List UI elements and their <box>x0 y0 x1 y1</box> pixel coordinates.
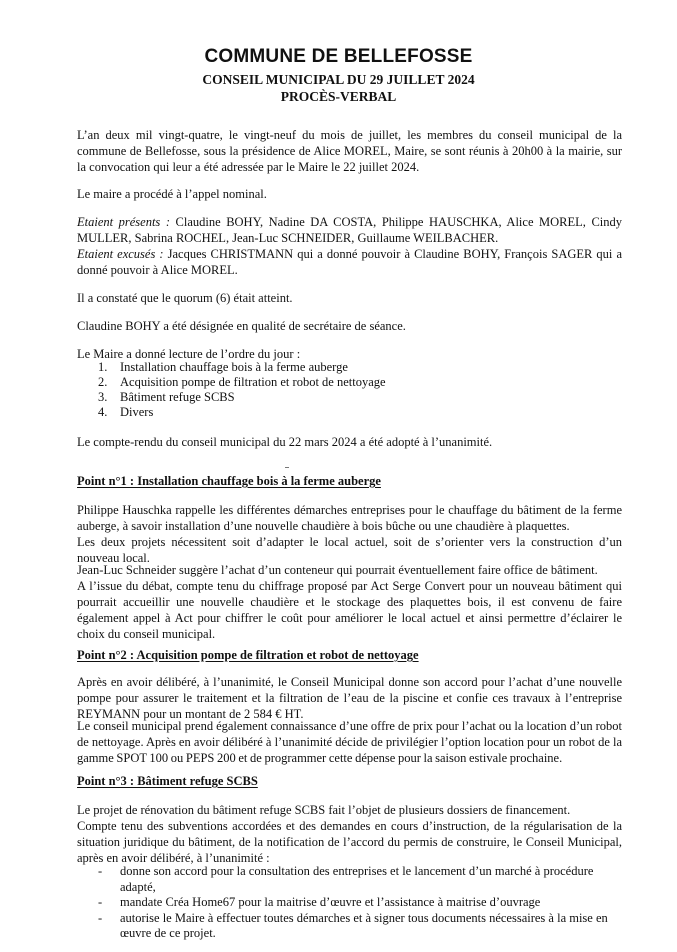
point3-heading: Point n°3 : Bâtiment refuge SCBS <box>77 774 258 788</box>
point2-paragraph-2: Le conseil municipal prend également connaissance d’une offre de prix pour l’achat ou la location d’un robot de nettoyage. Après en avoir délibéré à l’unanimité décide de privilégier l’option location pour un robot de la gamme SPOT 100 ou PEPS 200 et de programmer cette dépense pour la saison estivale prochaine. <box>77 719 622 765</box>
dash-marker: - <box>98 864 103 878</box>
excused-members <box>77 246 622 278</box>
doc-type-title: PROCÈS-VERBAL <box>280 89 397 104</box>
agenda-number: 1. <box>98 360 108 374</box>
point1-paragraph-2: Les deux projets nécessitent soit d’adapter le local actuel, soit de s’orienter vers la construction d’un nouveau local. <box>77 535 622 565</box>
present-label: Etaient présents : <box>77 215 170 229</box>
decision-text: donne son accord pour la consultation des entreprises et le lancement d’un marché à procédure adapté, <box>120 864 594 894</box>
agenda-text: Divers <box>120 405 154 419</box>
decision-text: autorise le Maire à effectuer toutes démarches et à signer tous documents nécessaires à la mise en œuvre de ce projet. <box>120 910 608 940</box>
present-names: Claudine BOHY, Nadine DA COSTA, Philippe HAUSCHKA, Alice MOREL, Cindy MULLER, Sabrina ROCHEL, Jean-Luc SCHNEIDER, Guillaume WEILBACHER. <box>77 215 622 245</box>
dash-marker: - <box>98 895 103 909</box>
agenda-item <box>98 390 386 405</box>
decision-item <box>98 864 622 895</box>
decision-text: mandate Créa Home67 pour la maitrise d’œuvre et l’assistance à maitrise d’ouvrage <box>120 895 541 909</box>
agenda-intro: Le Maire a donné lecture de l’ordre du jour : <box>77 347 301 361</box>
dash-marker: - <box>98 910 103 925</box>
point3-paragraph-2: Compte tenu des subventions accordées et des demandes en cours d’instruction, de la régularisation de la situation juridique du bâtiment, de la notification de l’accord du permis de construire, le Conseil Municipal, après en avoir délibéré, à l’unanimité : <box>77 819 622 865</box>
present-members <box>77 214 622 246</box>
session-title: CONSEIL MUNICIPAL DU 29 JUILLET 2024 <box>202 72 475 87</box>
agenda-number: 4. <box>98 405 108 419</box>
agenda-text: Bâtiment refuge SCBS <box>120 390 235 404</box>
agenda-item <box>98 375 386 390</box>
point2-heading: Point n°2 : Acquisition pompe de filtration et robot de nettoyage <box>77 648 419 662</box>
agenda-number: 3. <box>98 390 108 404</box>
commune-title: COMMUNE DE BELLEFOSSE <box>204 46 473 67</box>
opening-paragraph: L’an deux mil vingt-quatre, le vingt-neuf du mois de juillet, les membres du conseil municipal de la commune de Bellefosse, sous la présidence de Alice MOREL, Maire, se sont réunis à 20h00 à la mairie, sur la convocation qui leur a été adressée par le Maire le 22 juillet 2024. <box>77 128 622 174</box>
agenda-item <box>98 360 386 375</box>
agenda-number: 2. <box>98 375 108 389</box>
agenda-list <box>98 360 386 420</box>
agenda-item <box>98 405 386 420</box>
excused-label: Etaient excusés : <box>77 247 164 261</box>
point2-paragraph-1: Après en avoir délibéré, à l’unanimité, le Conseil Municipal donne son accord pour l’achat d’une nouvelle pompe pour assurer le traitement et la filtration de l’eau de la piscine et confie ces travaux à l’entreprise REYMANN pour un montant de 2 584 € HT. <box>77 675 622 721</box>
roll-call-text: Le maire a procédé à l’appel nominal. <box>77 187 267 201</box>
point3-paragraph-1: Le projet de rénovation du bâtiment refuge SCBS fait l’objet de plusieurs dossiers de financement. <box>77 803 571 817</box>
excused-names: Jacques CHRISTMANN qui a donné pouvoir à Claudine BOHY, François SAGER qui a donné pouvoir à Alice MOREL. <box>77 247 622 277</box>
point1-paragraph-1: Philippe Hauschka rappelle les différentes démarches entreprises pour le chauffage du bâtiment de la ferme auberge, à savoir installation d’une nouvelle chaudière à bois bûche ou une chaudière à plaquettes. <box>77 503 622 533</box>
minutes-adopted-text: Le compte-rendu du conseil municipal du 22 mars 2024 a été adopté à l’unanimité. <box>77 435 493 449</box>
decision-item <box>98 895 622 911</box>
agenda-text: Installation chauffage bois à la ferme auberge <box>120 360 348 374</box>
point1-heading: Point n°1 : Installation chauffage bois à la ferme auberge <box>77 474 381 488</box>
point3-decisions-list <box>98 864 622 942</box>
point1-paragraph-3: Jean-Luc Schneider suggère l’achat d’un conteneur qui pourrait éventuellement faire office de bâtiment. <box>77 563 598 577</box>
agenda-text: Acquisition pompe de filtration et robot de nettoyage <box>120 375 386 389</box>
quorum-text: Il a constaté que le quorum (6) était atteint. <box>77 291 293 305</box>
scan-mark <box>285 467 289 468</box>
point1-paragraph-4: A l’issue du débat, compte tenu du chiffrage proposé par Act Serge Convert pour un nouveau bâtiment qui pourrait accueillir une nouvelle chaudière et le stockage des plaquettes bois, il est convenu de faire également appel à Act pour chiffrer le coût pour améliorer le local actuel et ainsi permettre d’éclairer le choix du conseil municipal. <box>77 579 622 641</box>
decision-item <box>98 911 622 942</box>
secretary-text: Claudine BOHY a été désignée en qualité de secrétaire de séance. <box>77 319 406 333</box>
